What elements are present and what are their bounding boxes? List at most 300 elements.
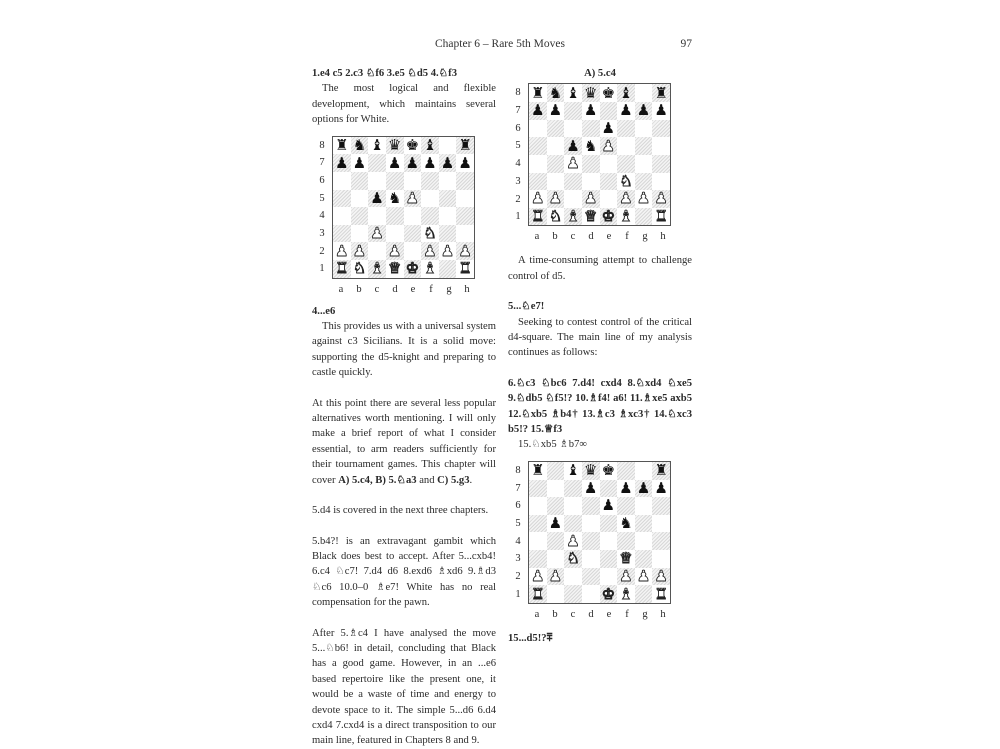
black-pawn-icon: ♟ <box>619 478 633 497</box>
black-rook-icon: ♜ <box>654 83 668 102</box>
square-g8 <box>635 462 653 480</box>
black-rook-icon: ♜ <box>531 461 545 480</box>
rank-label: 5 <box>515 140 521 152</box>
square-a2 <box>333 242 351 260</box>
white-pawn-icon: ♟ <box>458 241 472 260</box>
square-b7 <box>547 102 565 120</box>
square-c3 <box>564 173 582 191</box>
black-pawn-icon: ♟ <box>548 101 563 120</box>
square-b5 <box>351 190 369 208</box>
square-b8 <box>351 137 369 155</box>
white-pawn-icon: ♟ <box>619 566 633 585</box>
square-a4 <box>529 155 547 173</box>
black-pawn-icon: ♟ <box>387 153 402 172</box>
square-a7 <box>333 154 351 172</box>
opening-moves: 1.e4 c5 2.c3 ♘f6 3.e5 ♘d5 4.♘f3 <box>312 68 457 79</box>
square-d2 <box>582 568 600 586</box>
square-f4 <box>617 532 635 550</box>
rank-label: 3 <box>515 175 521 187</box>
square-d4 <box>386 207 404 225</box>
black-pawn-icon: ♟ <box>335 153 349 172</box>
square-f2 <box>421 242 439 260</box>
file-label: d <box>392 283 398 295</box>
rank-labels <box>513 84 523 226</box>
square-a1 <box>529 208 547 226</box>
square-d5 <box>582 515 600 533</box>
black-pawn-icon: ♟ <box>601 496 616 515</box>
white-pawn-icon: ♟ <box>440 241 455 260</box>
square-h1 <box>456 260 474 278</box>
square-h4 <box>652 155 670 173</box>
square-g8 <box>439 137 457 155</box>
square-h2 <box>456 242 474 260</box>
square-c1 <box>368 260 386 278</box>
rank-label: 2 <box>515 193 521 205</box>
black-pawn-icon: ♟ <box>370 188 384 207</box>
chess-diagram-1 <box>312 134 496 304</box>
square-b4 <box>547 155 565 173</box>
square-b5 <box>547 137 565 155</box>
square-c8 <box>368 137 386 155</box>
section-title: A) 5.c4 <box>584 68 616 79</box>
square-a2 <box>529 190 547 208</box>
square-b6 <box>351 172 369 190</box>
square-a5 <box>333 190 351 208</box>
square-g8 <box>635 84 653 102</box>
square-h8 <box>456 137 474 155</box>
square-f8 <box>617 84 635 102</box>
square-h8 <box>652 84 670 102</box>
square-h8 <box>652 462 670 480</box>
square-c3 <box>564 550 582 568</box>
white-rook-icon: ♜ <box>335 259 349 278</box>
square-b3 <box>547 550 565 568</box>
black-knight-icon: ♞ <box>352 135 367 154</box>
square-h4 <box>456 207 474 225</box>
left-column <box>312 66 496 749</box>
square-f3 <box>617 550 635 568</box>
black-pawn-icon: ♟ <box>636 478 651 497</box>
square-f3 <box>617 173 635 191</box>
white-pawn-icon: ♟ <box>423 241 437 260</box>
square-d6 <box>582 497 600 515</box>
square-a6 <box>529 497 547 515</box>
file-labels <box>332 282 476 297</box>
square-b3 <box>351 225 369 243</box>
black-bishop-icon: ♝ <box>370 135 384 154</box>
square-h6 <box>652 497 670 515</box>
black-bishop-icon: ♝ <box>619 83 633 102</box>
file-labels <box>528 229 672 244</box>
white-pawn-icon: ♟ <box>352 241 367 260</box>
black-knight-icon: ♞ <box>619 514 633 533</box>
square-c7 <box>564 480 582 498</box>
square-d7 <box>582 480 600 498</box>
file-label: c <box>570 608 576 620</box>
square-e2 <box>600 190 618 208</box>
square-a1 <box>529 585 547 603</box>
black-pawn-icon: ♟ <box>654 101 668 120</box>
square-c5 <box>564 515 582 533</box>
square-f6 <box>617 120 635 138</box>
white-pawn-icon: ♟ <box>531 566 545 585</box>
square-c1 <box>564 208 582 226</box>
square-h4 <box>652 532 670 550</box>
paragraph: Seeking to contest control of the critical d4-square. The main line of my analysis continues as follows: <box>508 316 692 359</box>
right-column <box>508 66 692 646</box>
square-e5 <box>600 137 618 155</box>
square-b2 <box>547 190 565 208</box>
black-pawn-icon: ♟ <box>548 514 563 533</box>
square-f6 <box>617 497 635 515</box>
square-d6 <box>582 120 600 138</box>
white-rook-icon: ♜ <box>458 259 472 278</box>
rank-label: 6 <box>515 500 521 512</box>
square-e4 <box>600 155 618 173</box>
paragraph: 5.b4?! is an extravagant gambit which Black does best to accept. After 5...cxb4! 6.c4 ♘c7! 7.d4 d6 8.exd6 ♗xd6 9.♗d3 ♘c6 10.0–0 ♗e7! White has no real compensation for the pawn. <box>312 535 496 609</box>
square-e5 <box>404 190 422 208</box>
square-a5 <box>529 515 547 533</box>
square-a4 <box>529 532 547 550</box>
rank-label: 7 <box>515 105 521 117</box>
square-f2 <box>617 190 635 208</box>
white-rook-icon: ♜ <box>654 207 668 226</box>
black-pawn-icon: ♟ <box>654 478 668 497</box>
square-g1 <box>635 585 653 603</box>
square-f1 <box>421 260 439 278</box>
square-c6 <box>368 172 386 190</box>
square-h5 <box>652 515 670 533</box>
sub-line: 15.♘xb5 ♗b7∞ <box>518 439 587 451</box>
white-knight-icon: ♞ <box>352 259 367 278</box>
square-e3 <box>404 225 422 243</box>
square-b4 <box>547 532 565 550</box>
file-label: d <box>588 608 594 620</box>
black-king-icon: ♚ <box>601 461 616 480</box>
square-d8 <box>582 84 600 102</box>
file-label: a <box>338 283 344 295</box>
square-d3 <box>582 550 600 568</box>
square-f4 <box>617 155 635 173</box>
square-f7 <box>617 102 635 120</box>
file-label: e <box>606 231 612 243</box>
white-queen-icon: ♛ <box>387 259 402 278</box>
paragraph: A time-consuming attempt to challenge control of d5. <box>508 255 692 282</box>
square-d1 <box>582 208 600 226</box>
white-bishop-icon: ♝ <box>566 207 580 226</box>
square-c8 <box>564 462 582 480</box>
black-bishop-icon: ♝ <box>566 461 580 480</box>
square-e8 <box>600 84 618 102</box>
white-knight-icon: ♞ <box>566 549 580 568</box>
black-queen-icon: ♛ <box>583 83 598 102</box>
square-c4 <box>564 155 582 173</box>
square-d8 <box>582 462 600 480</box>
rank-label: 1 <box>319 263 325 275</box>
square-h7 <box>652 102 670 120</box>
white-rook-icon: ♜ <box>654 584 668 603</box>
square-h5 <box>456 190 474 208</box>
square-e8 <box>600 462 618 480</box>
square-c7 <box>368 154 386 172</box>
white-bishop-icon: ♝ <box>619 584 633 603</box>
square-d6 <box>386 172 404 190</box>
chess-board <box>332 136 475 279</box>
white-pawn-icon: ♟ <box>531 189 545 208</box>
file-label: h <box>660 608 666 620</box>
square-d2 <box>386 242 404 260</box>
white-pawn-icon: ♟ <box>636 189 651 208</box>
white-king-icon: ♚ <box>405 259 420 278</box>
black-pawn-icon: ♟ <box>583 478 598 497</box>
black-bishop-icon: ♝ <box>566 83 580 102</box>
square-e1 <box>600 585 618 603</box>
white-king-icon: ♚ <box>601 584 616 603</box>
square-g3 <box>635 550 653 568</box>
file-label: g <box>446 283 452 295</box>
square-d3 <box>582 173 600 191</box>
rank-label: 6 <box>515 122 521 134</box>
square-c4 <box>564 532 582 550</box>
black-pawn-icon: ♟ <box>583 101 598 120</box>
square-h1 <box>652 585 670 603</box>
square-c2 <box>368 242 386 260</box>
white-king-icon: ♚ <box>601 207 616 226</box>
black-pawn-icon: ♟ <box>566 136 580 155</box>
square-g3 <box>439 225 457 243</box>
file-label: e <box>606 608 612 620</box>
square-g4 <box>635 155 653 173</box>
file-label: b <box>552 608 558 620</box>
rank-label: 7 <box>515 482 521 494</box>
square-b1 <box>547 208 565 226</box>
file-labels <box>528 607 672 622</box>
move-heading: 4...e6 <box>312 305 336 317</box>
square-c2 <box>564 568 582 586</box>
square-c7 <box>564 102 582 120</box>
chapter-title: Chapter 6 – Rare 5th Moves <box>435 38 565 50</box>
white-pawn-icon: ♟ <box>566 531 580 550</box>
file-label: a <box>534 231 540 243</box>
square-b7 <box>547 480 565 498</box>
black-pawn-icon: ♟ <box>619 101 633 120</box>
rank-label: 2 <box>515 571 521 582</box>
black-pawn-icon: ♟ <box>423 153 437 172</box>
move-heading: 5...♘e7! <box>508 301 545 313</box>
square-e3 <box>600 173 618 191</box>
square-b4 <box>351 207 369 225</box>
square-a5 <box>529 137 547 155</box>
square-c5 <box>564 137 582 155</box>
black-queen-icon: ♛ <box>583 461 598 480</box>
move-heading: 15...d5!?⩱ <box>508 632 553 644</box>
square-c4 <box>368 207 386 225</box>
square-f4 <box>421 207 439 225</box>
square-h3 <box>456 225 474 243</box>
square-b8 <box>547 462 565 480</box>
square-f5 <box>421 190 439 208</box>
square-g2 <box>635 190 653 208</box>
square-f3 <box>421 225 439 243</box>
square-c5 <box>368 190 386 208</box>
square-g5 <box>635 515 653 533</box>
square-d5 <box>582 137 600 155</box>
file-label: a <box>534 608 540 620</box>
square-f1 <box>617 585 635 603</box>
square-b7 <box>351 154 369 172</box>
square-h1 <box>652 208 670 226</box>
square-g6 <box>635 497 653 515</box>
square-b1 <box>351 260 369 278</box>
black-rook-icon: ♜ <box>531 83 545 102</box>
white-bishop-icon: ♝ <box>619 207 633 226</box>
square-a7 <box>529 480 547 498</box>
file-label: h <box>464 283 470 295</box>
square-g7 <box>635 480 653 498</box>
white-queen-icon: ♛ <box>583 207 598 226</box>
square-c8 <box>564 84 582 102</box>
paragraph: The most logical and flexible development, which maintains several options for White. <box>312 83 496 126</box>
rank-labels <box>513 462 523 604</box>
file-label: c <box>570 231 576 243</box>
square-f2 <box>617 568 635 586</box>
square-a8 <box>529 84 547 102</box>
file-label: h <box>660 231 666 243</box>
white-rook-icon: ♜ <box>531 584 545 603</box>
square-b1 <box>547 585 565 603</box>
square-f1 <box>617 208 635 226</box>
white-pawn-icon: ♟ <box>548 189 563 208</box>
black-king-icon: ♚ <box>405 135 420 154</box>
black-pawn-icon: ♟ <box>440 153 455 172</box>
main-line: 6.♘c3 ♘bc6 7.d4! cxd4 8.♘xd4 ♘xe5 9.♘db5 ♘f5!? 10.♗f4! a6! 11.♗xe5 axb5 12.♘xb5 ♗b4† 13.♗c3 ♗xc3† 14.♘xc3 b5!? 15.♕f3 <box>508 377 692 436</box>
black-pawn-icon: ♟ <box>601 118 616 137</box>
square-a3 <box>529 173 547 191</box>
rank-label: 8 <box>319 139 325 151</box>
square-a8 <box>333 137 351 155</box>
square-d1 <box>386 260 404 278</box>
square-g2 <box>635 568 653 586</box>
square-h6 <box>456 172 474 190</box>
square-h7 <box>456 154 474 172</box>
white-pawn-icon: ♟ <box>370 224 384 243</box>
black-knight-icon: ♞ <box>583 136 598 155</box>
square-b2 <box>351 242 369 260</box>
white-pawn-icon: ♟ <box>619 189 633 208</box>
square-b3 <box>547 173 565 191</box>
square-h2 <box>652 568 670 586</box>
square-e5 <box>600 515 618 533</box>
black-knight-icon: ♞ <box>387 188 402 207</box>
chess-board <box>528 83 671 226</box>
white-knight-icon: ♞ <box>423 224 437 243</box>
paragraph: At this point there are several less popular alternatives worth mentioning. I will only make a brief report of what I consider essential, to arm readers sufficiently for their tournament games. This chapter will cover A) 5.c4, B) 5.♘a3 and C) 5.g3. <box>312 397 496 486</box>
black-knight-icon: ♞ <box>548 83 563 102</box>
square-c6 <box>564 497 582 515</box>
rank-label: 3 <box>515 553 521 565</box>
square-d2 <box>582 190 600 208</box>
square-c6 <box>564 120 582 138</box>
square-e4 <box>600 532 618 550</box>
square-g1 <box>635 208 653 226</box>
square-d8 <box>386 137 404 155</box>
square-f7 <box>421 154 439 172</box>
square-f6 <box>421 172 439 190</box>
square-f7 <box>617 480 635 498</box>
white-pawn-icon: ♟ <box>405 188 420 207</box>
square-e3 <box>600 550 618 568</box>
rank-label: 8 <box>515 464 521 476</box>
square-c3 <box>368 225 386 243</box>
file-label: e <box>410 283 416 295</box>
square-a3 <box>333 225 351 243</box>
rank-label: 7 <box>319 157 325 169</box>
square-g7 <box>635 102 653 120</box>
square-h3 <box>652 173 670 191</box>
square-d5 <box>386 190 404 208</box>
square-e1 <box>600 208 618 226</box>
square-d4 <box>582 532 600 550</box>
square-b2 <box>547 568 565 586</box>
white-pawn-icon: ♟ <box>335 241 349 260</box>
square-d1 <box>582 585 600 603</box>
square-f5 <box>617 137 635 155</box>
rank-label: 5 <box>515 517 521 529</box>
white-pawn-icon: ♟ <box>654 189 668 208</box>
file-label: b <box>356 283 362 295</box>
square-c1 <box>564 585 582 603</box>
square-g2 <box>439 242 457 260</box>
white-queen-icon: ♛ <box>619 549 633 568</box>
square-e2 <box>600 568 618 586</box>
white-pawn-icon: ♟ <box>583 189 598 208</box>
square-e7 <box>600 102 618 120</box>
square-b8 <box>547 84 565 102</box>
chess-diagram-2 <box>508 81 692 253</box>
file-label: g <box>642 231 648 243</box>
black-bishop-icon: ♝ <box>423 135 437 154</box>
square-e7 <box>600 480 618 498</box>
file-label: f <box>625 608 629 620</box>
square-d7 <box>386 154 404 172</box>
white-pawn-icon: ♟ <box>654 566 668 585</box>
square-e7 <box>404 154 422 172</box>
square-e1 <box>404 260 422 278</box>
white-knight-icon: ♞ <box>619 171 633 190</box>
white-pawn-icon: ♟ <box>636 566 651 585</box>
square-g4 <box>635 532 653 550</box>
square-a1 <box>333 260 351 278</box>
black-pawn-icon: ♟ <box>405 153 420 172</box>
file-label: g <box>642 608 648 620</box>
square-b6 <box>547 497 565 515</box>
page-header <box>0 38 1000 54</box>
rank-label: 4 <box>515 158 521 170</box>
square-b6 <box>547 120 565 138</box>
rank-label: 5 <box>319 192 325 204</box>
black-pawn-icon: ♟ <box>352 153 367 172</box>
square-e6 <box>600 120 618 138</box>
white-pawn-icon: ♟ <box>548 566 563 585</box>
black-pawn-icon: ♟ <box>636 101 651 120</box>
square-g6 <box>635 120 653 138</box>
page-number: 97 <box>680 38 692 50</box>
square-d3 <box>386 225 404 243</box>
square-d7 <box>582 102 600 120</box>
square-g5 <box>439 190 457 208</box>
square-a6 <box>529 120 547 138</box>
rank-label: 1 <box>515 211 521 223</box>
